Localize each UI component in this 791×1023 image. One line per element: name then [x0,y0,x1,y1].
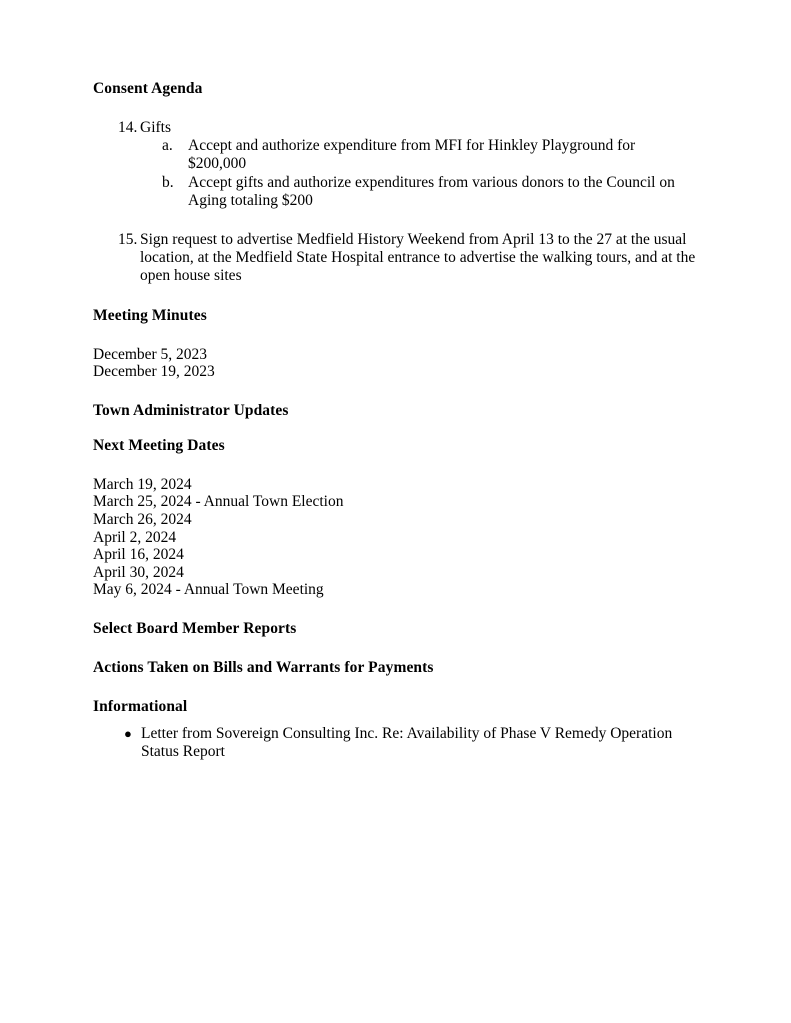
bullet-icon: ● [124,725,132,741]
list-item-letter: b. [162,173,174,191]
heading-town-administrator-updates: Town Administrator Updates [93,401,289,419]
meeting-minutes-dates [93,346,697,381]
text-line: December 19, 2023 [93,363,215,381]
consent-agenda-list-continued [93,231,697,286]
spacer [93,638,697,659]
spacer [93,599,697,620]
heading-next-meeting-dates: Next Meeting Dates [93,436,225,454]
informational-bullet-list [93,725,697,761]
text-line: March 25, 2024 - Annual Town Election [93,493,344,511]
document-body [93,80,697,761]
spacer [93,98,697,119]
consent-agenda-list [93,119,697,210]
spacer [93,716,697,725]
list-item-text: Letter from Sovereign Consulting Inc. Re: Availability of Phase V Remedy Operation Status Report [141,724,673,761]
list-item-number: 15. [118,231,138,249]
heading-informational: Informational [93,697,188,715]
text-line: December 5, 2023 [93,345,208,363]
list-item-text: Accept gifts and authorize expenditures from various donors to the Council on Aging totaling $200 [188,173,675,209]
text-line: March 26, 2024 [93,511,192,528]
next-meeting-dates-list [93,476,697,599]
consent-agenda-sublist [140,137,697,210]
list-item [140,174,697,210]
list-item-number: 14. [118,119,138,136]
list-item-text: Sign request to advertise Medfield History Weekend from April 13 to the 27 at the usual location, at the Medfield State Hospital entrance to advertise the walking tours, and at the open house sites [140,231,696,285]
text-line: April 30, 2024 [93,563,184,581]
list-item-text: Gifts [140,119,171,136]
spacer [93,210,697,231]
list-item [140,137,697,173]
text-line: April 2, 2024 [93,528,177,546]
heading-select-board-member-reports: Select Board Member Reports [93,619,297,637]
list-item [93,231,697,286]
list-item-letter: a. [162,137,173,155]
heading-consent-agenda: Consent Agenda [93,80,203,97]
text-line: May 6, 2024 - Annual Town Meeting [93,581,324,599]
list-item [93,119,697,210]
spacer [93,455,697,476]
spacer [93,677,697,698]
spacer [93,286,697,307]
spacer [93,420,697,437]
list-item-text: Accept and authorize expenditure from MFI for Hinkley Playground for $200,000 [188,137,636,173]
heading-actions-taken-bills-warrants: Actions Taken on Bills and Warrants for Payments [93,658,434,676]
text-line: April 16, 2024 [93,546,184,564]
spacer [93,381,697,402]
list-item [93,725,697,761]
spacer [93,325,697,346]
text-line: March 19, 2024 [93,475,192,493]
heading-meeting-minutes: Meeting Minutes [93,306,207,324]
